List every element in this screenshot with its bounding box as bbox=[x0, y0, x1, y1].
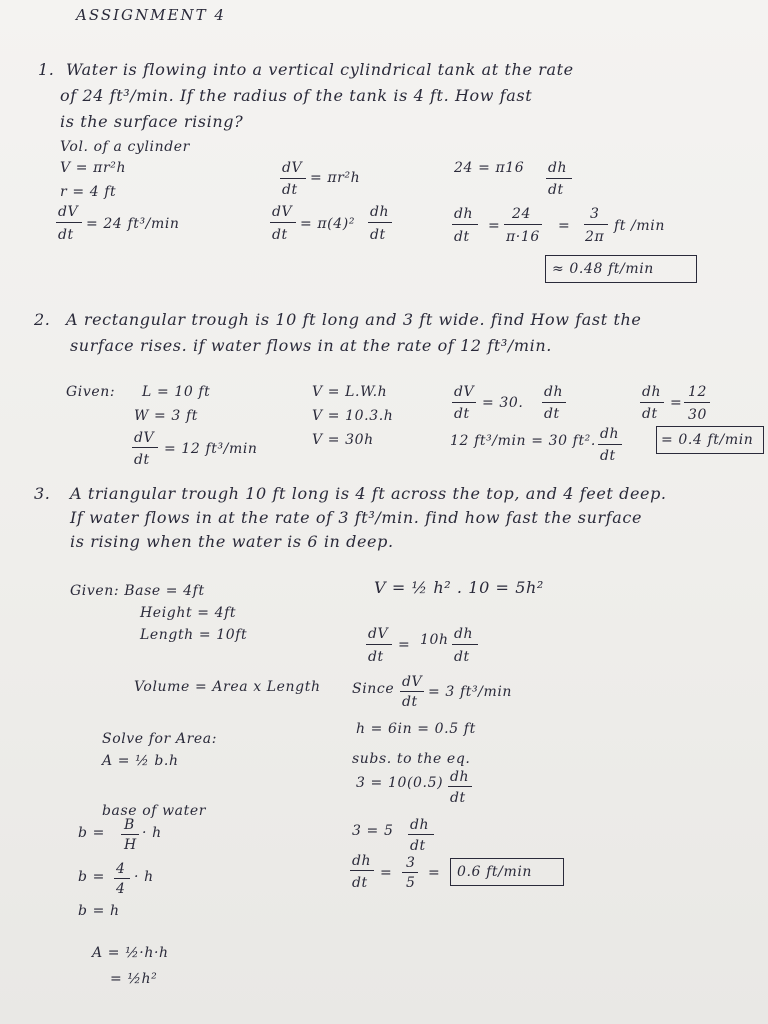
fraction-bar bbox=[408, 834, 434, 835]
dh-numerator: dh bbox=[410, 817, 430, 833]
equals: = bbox=[380, 865, 393, 881]
volume-label: Vol. of a cylinder bbox=[60, 139, 190, 155]
given-height: Height = 4ft bbox=[140, 605, 237, 621]
dh-numerator: dh bbox=[370, 204, 390, 220]
volume-formula: V = L.W.h bbox=[312, 384, 388, 400]
answer-box bbox=[545, 255, 697, 283]
dh-numerator: dh bbox=[544, 384, 564, 400]
length-given: L = 10 ft bbox=[142, 384, 211, 400]
substitute-label: subs. to the eq. bbox=[352, 751, 471, 767]
problem-1-question-line-2: of 24 ft³/min. If the radius of the tank is 4 ft. How fast bbox=[60, 86, 533, 105]
answer-box bbox=[656, 426, 764, 454]
fraction-bar bbox=[448, 786, 472, 787]
simplified: 3 = 5 bbox=[352, 823, 394, 839]
fraction-denominator: 4 bbox=[116, 881, 126, 897]
answer: ≈ 0.48 ft/min bbox=[552, 261, 654, 277]
times-h: · h bbox=[142, 825, 162, 841]
radius-given: r = 4 ft bbox=[60, 184, 117, 200]
volume-formula: V = πr²h bbox=[60, 160, 127, 176]
fraction-bar bbox=[366, 644, 392, 645]
problem-3-question-line-2: If water flows in at the rate of 3 ft³/min. find how fast the surface bbox=[70, 508, 643, 527]
problem-1-question-line-3: is the surface rising? bbox=[60, 112, 244, 131]
rate-denominator: dt bbox=[58, 227, 74, 243]
base-result: b = h bbox=[78, 903, 120, 919]
problem-3-number: 3. bbox=[34, 484, 51, 503]
dv-denominator: dt bbox=[368, 649, 384, 665]
fraction-denominator: π·16 bbox=[506, 229, 540, 245]
fraction-numerator: 3 bbox=[406, 855, 416, 871]
volume-substituted: V = 10.3.h bbox=[312, 408, 394, 424]
derivative-rhs: = π(4)² bbox=[300, 216, 356, 232]
dh-numerator: dh bbox=[642, 384, 662, 400]
answer: = 0.4 ft/min bbox=[661, 432, 754, 448]
fraction-bar bbox=[121, 834, 139, 835]
fraction-bar bbox=[400, 691, 424, 692]
dv-numerator: dV bbox=[454, 384, 475, 400]
fraction-bar bbox=[452, 644, 478, 645]
derivative-rhs: = 30. bbox=[482, 395, 524, 411]
fraction-numerator: 4 bbox=[116, 861, 126, 877]
volume-simplified: V = 30h bbox=[312, 432, 374, 448]
equals: = bbox=[428, 865, 441, 881]
page-title: ASSIGNMENT 4 bbox=[76, 6, 226, 24]
fraction-bar bbox=[542, 402, 566, 403]
fraction-bar bbox=[598, 444, 622, 445]
dh-numerator: dh bbox=[450, 769, 470, 785]
answer: 0.6 ft/min bbox=[457, 864, 533, 880]
fraction-bar bbox=[640, 402, 664, 403]
derivative-denominator: dt bbox=[272, 227, 288, 243]
fraction-denominator: H bbox=[124, 837, 137, 853]
fraction-denominator: 2π bbox=[585, 229, 605, 245]
fraction-denominator: 5 bbox=[406, 875, 416, 891]
fraction-numerator: 3 bbox=[590, 206, 600, 222]
area-result: = ½h² bbox=[110, 971, 158, 987]
dv-numerator: dV bbox=[402, 674, 423, 690]
derivative-rhs: = πr²h bbox=[310, 170, 361, 186]
dv-denominator: dt bbox=[454, 406, 470, 422]
fraction-bar bbox=[584, 224, 608, 225]
width-given: W = 3 ft bbox=[134, 408, 198, 424]
equals: = bbox=[398, 637, 411, 653]
volume-equation: V = ½ h² . 10 = 5h² bbox=[374, 578, 544, 597]
problem-2-question-line-1: A rectangular trough is 10 ft long and 3 ft wide. find How fast the bbox=[66, 310, 642, 329]
dh-denominator: dt bbox=[454, 649, 470, 665]
dh-denominator: dt bbox=[352, 875, 368, 891]
problem-1-number: 1. bbox=[38, 60, 55, 79]
rate-given: = 24 ft³/min bbox=[86, 216, 180, 232]
dh-denominator: dt bbox=[454, 229, 470, 245]
dh-numerator: dh bbox=[454, 206, 474, 222]
rate-substitution: 12 ft³/min = 30 ft². bbox=[450, 433, 596, 449]
base-substituted: b = bbox=[78, 869, 105, 885]
base-of-water-label: base of water bbox=[102, 803, 207, 819]
fraction-bar bbox=[402, 872, 418, 873]
dv-denominator: dt bbox=[402, 694, 418, 710]
derivative-denominator: dt bbox=[282, 182, 298, 198]
since-label: Since bbox=[352, 681, 395, 697]
fraction-bar bbox=[452, 224, 478, 225]
dh-denominator: dt bbox=[642, 406, 658, 422]
answer-box bbox=[450, 858, 564, 886]
fraction-bar bbox=[452, 402, 476, 403]
problem-3-question-line-1: A triangular trough 10 ft long is 4 ft across the top, and 4 feet deep. bbox=[70, 484, 667, 503]
fraction-bar bbox=[132, 447, 158, 448]
fraction-bar bbox=[280, 178, 306, 179]
equals: = bbox=[488, 218, 501, 234]
problem-3-question-line-3: is rising when the water is 6 in deep. bbox=[70, 532, 394, 551]
dh-numerator: dh bbox=[600, 426, 620, 442]
fraction-bar bbox=[684, 402, 710, 403]
dh-denominator: dt bbox=[410, 838, 426, 854]
equals: = bbox=[558, 218, 571, 234]
substitution: 3 = 10(0.5) bbox=[356, 775, 444, 791]
similar-triangle: b = bbox=[78, 825, 105, 841]
volume-relation: Volume = Area x Length bbox=[134, 679, 321, 695]
derivative-numerator: dV bbox=[272, 204, 293, 220]
rate-given: = 3 ft³/min bbox=[428, 684, 513, 700]
dh-denominator: dt bbox=[600, 448, 616, 464]
derivative-rhs: 10h bbox=[420, 632, 449, 648]
problem-1-question-line-1: Water is flowing into a vertical cylindrical tank at the rate bbox=[66, 60, 574, 79]
fraction-numerator: 24 bbox=[512, 206, 532, 222]
fraction-bar bbox=[270, 222, 296, 223]
dh-denominator: dt bbox=[544, 406, 560, 422]
dh-numerator: dh bbox=[352, 853, 372, 869]
times-h: · h bbox=[134, 869, 154, 885]
rate-numerator: dV bbox=[134, 430, 155, 446]
given-label: Given: bbox=[66, 384, 116, 400]
area-formula: A = ½ b.h bbox=[102, 753, 179, 769]
rate-denominator: dt bbox=[134, 452, 150, 468]
dh-numerator: dh bbox=[454, 626, 474, 642]
area-substituted: A = ½·h·h bbox=[92, 945, 169, 961]
fraction-numerator: 12 bbox=[688, 384, 708, 400]
fraction-bar bbox=[368, 222, 392, 223]
dh-denominator: dt bbox=[370, 227, 386, 243]
units: ft /min bbox=[614, 218, 665, 234]
dh-denominator: dt bbox=[548, 182, 564, 198]
fraction-bar bbox=[56, 222, 82, 223]
problem-2-question-line-2: surface rises. if water flows in at the rate of 12 ft³/min. bbox=[70, 336, 552, 355]
dh-numerator: dh bbox=[548, 160, 568, 176]
derivative-numerator: dV bbox=[282, 160, 303, 176]
problem-2-number: 2. bbox=[34, 310, 51, 329]
rate-given: = 12 ft³/min bbox=[164, 441, 258, 457]
given-length: Length = 10ft bbox=[140, 627, 248, 643]
fraction-bar bbox=[504, 224, 542, 225]
fraction-bar bbox=[546, 178, 572, 179]
fraction-bar bbox=[114, 878, 130, 879]
rate-numerator: dV bbox=[58, 204, 79, 220]
dv-numerator: dV bbox=[368, 626, 389, 642]
fraction-bar bbox=[350, 870, 374, 871]
fraction-numerator: B bbox=[124, 817, 135, 833]
equals: = bbox=[670, 395, 683, 411]
dh-denominator: dt bbox=[450, 790, 466, 806]
depth-conversion: h = 6in = 0.5 ft bbox=[356, 721, 476, 737]
substitution: 24 = π16 bbox=[454, 160, 525, 176]
given-base: Given: Base = 4ft bbox=[70, 583, 205, 599]
fraction-denominator: 30 bbox=[688, 407, 708, 423]
solve-for-area: Solve for Area: bbox=[102, 731, 218, 747]
